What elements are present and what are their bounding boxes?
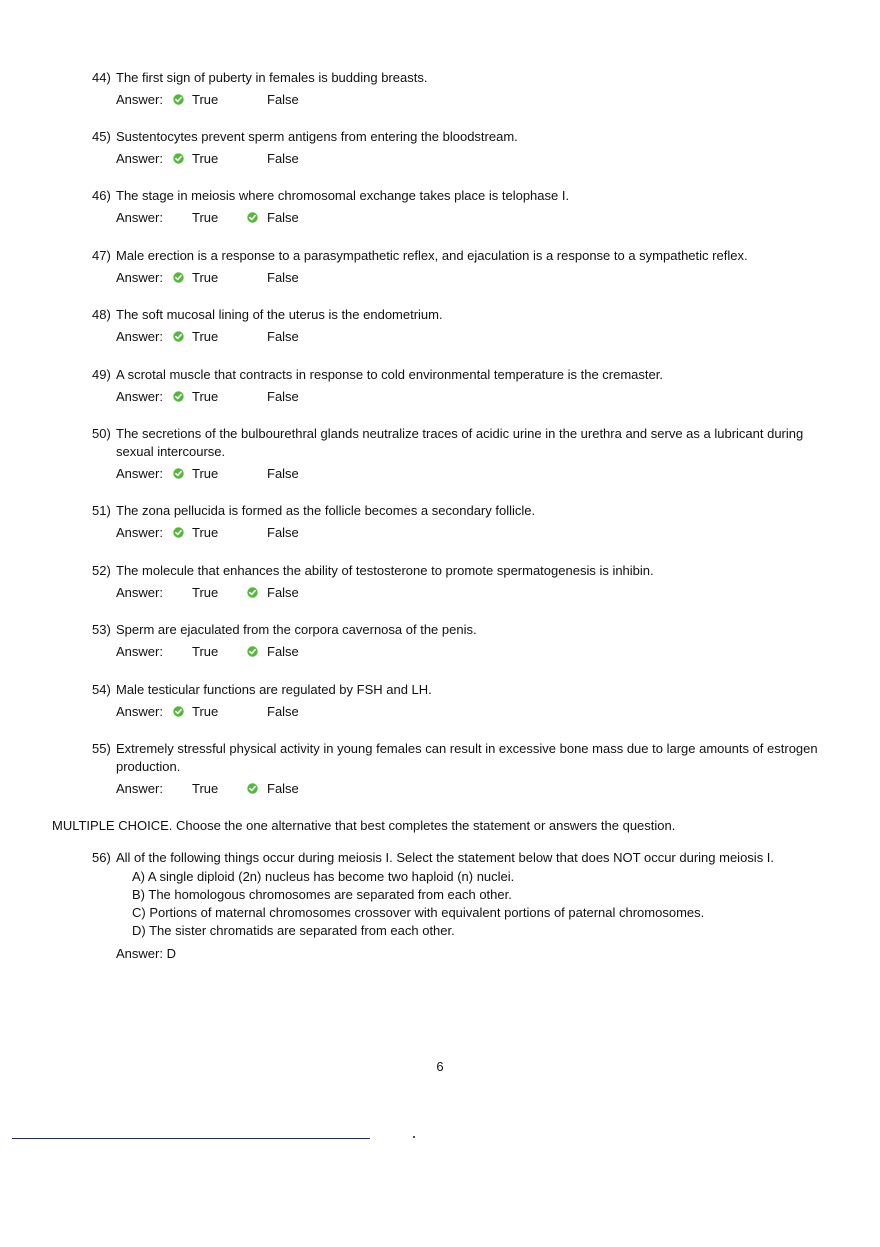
option-false: False xyxy=(267,644,299,659)
choice-b: B) The homologous chromosomes are separated from each other. xyxy=(132,887,512,902)
footer-rule xyxy=(12,1138,370,1139)
question-item xyxy=(92,740,822,798)
question-text: Male erection is a response to a parasympathetic reflex, and ejaculation is a response to a sympathetic reflex. xyxy=(116,248,748,263)
question-text: The soft mucosal lining of the uterus is the endometrium. xyxy=(116,307,443,322)
question-number: 46) xyxy=(92,188,111,203)
question-text: The secretions of the bulbourethral glands neutralize traces of acidic urine in the urethra and serve as a lubricant during sexual intercourse. xyxy=(116,426,804,459)
check-icon xyxy=(173,391,184,402)
check-icon xyxy=(173,468,184,479)
answer-row xyxy=(116,388,822,406)
question-item xyxy=(92,425,822,483)
answer-label: Answer: xyxy=(116,466,163,481)
answer-label: Answer: xyxy=(116,151,163,166)
answer-row xyxy=(116,524,822,542)
page-number: 6 xyxy=(436,1059,444,1074)
question-number: 52) xyxy=(92,563,111,578)
check-icon xyxy=(173,272,184,283)
question-text: Male testicular functions are regulated by FSH and LH. xyxy=(116,682,432,697)
answer-row xyxy=(116,328,822,346)
check-icon xyxy=(173,331,184,342)
option-false: False xyxy=(267,151,299,166)
question-number: 48) xyxy=(92,307,111,322)
option-true: True xyxy=(192,525,219,540)
question-number: 51) xyxy=(92,503,111,518)
question-text: The molecule that enhances the ability of testosterone to promote spermatogenesis is inhibin. xyxy=(116,563,654,578)
option-true: True xyxy=(192,270,219,285)
answer-label: Answer: xyxy=(116,781,163,796)
answer-row xyxy=(116,780,822,798)
answer-label: Answer: xyxy=(116,270,163,285)
option-true: True xyxy=(192,781,219,796)
option-true: True xyxy=(192,389,219,404)
option-true: True xyxy=(192,329,219,344)
question-text: The first sign of puberty in females is budding breasts. xyxy=(116,70,428,85)
question-text: A scrotal muscle that contracts in response to cold environmental temperature is the cremaster. xyxy=(116,367,663,382)
question-number: 44) xyxy=(92,70,111,85)
answer-label: Answer: xyxy=(116,210,163,225)
option-true: True xyxy=(192,92,219,107)
answer-row xyxy=(116,269,822,287)
question-item xyxy=(92,128,822,168)
answer-row xyxy=(116,150,822,168)
question-item xyxy=(92,306,822,346)
answer-row xyxy=(116,643,822,661)
option-false: False xyxy=(267,585,299,600)
choice-c: C) Portions of maternal chromosomes crossover with equivalent portions of paternal chromosomes. xyxy=(132,905,705,920)
check-icon xyxy=(173,527,184,538)
question-item xyxy=(92,681,822,721)
answer-label: Answer: xyxy=(116,329,163,344)
question-item xyxy=(92,366,822,406)
answer-row xyxy=(116,209,822,227)
section-heading: MULTIPLE CHOICE. Choose the one alternative that best completes the statement or answers the question. xyxy=(52,818,676,833)
question-item xyxy=(92,562,822,602)
question-text: Sustentocytes prevent sperm antigens from entering the bloodstream. xyxy=(116,129,518,144)
footer-dot xyxy=(413,1136,415,1138)
question-number: 53) xyxy=(92,622,111,637)
question-number: 55) xyxy=(92,741,111,756)
question-item xyxy=(92,502,822,542)
mc-question-item xyxy=(92,849,822,963)
option-true: True xyxy=(192,466,219,481)
option-true: True xyxy=(192,704,219,719)
question-item xyxy=(92,69,822,109)
check-icon xyxy=(247,587,258,598)
answer-label: Answer: xyxy=(116,585,163,600)
question-number: 50) xyxy=(92,426,111,441)
answer-label: Answer: xyxy=(116,644,163,659)
answer-row xyxy=(116,91,822,109)
check-icon xyxy=(173,706,184,717)
question-item xyxy=(92,187,822,227)
choice-list xyxy=(132,868,822,940)
check-icon xyxy=(247,783,258,794)
answer-label: Answer: xyxy=(116,92,163,107)
answer-label: Answer: xyxy=(116,389,163,404)
question-number: 47) xyxy=(92,248,111,263)
answer-row xyxy=(116,465,822,483)
option-false: False xyxy=(267,210,299,225)
choice-a: A) A single diploid (2n) nucleus has become two haploid (n) nuclei. xyxy=(132,869,515,884)
question-text: The zona pellucida is formed as the follicle becomes a secondary follicle. xyxy=(116,503,536,518)
question-item xyxy=(92,247,822,287)
answer-row xyxy=(116,584,822,602)
question-text: Extremely stressful physical activity in young females can result in excessive bone mass due to large amounts of estrogen production. xyxy=(116,741,818,774)
question-item xyxy=(92,621,822,661)
question-text: All of the following things occur during meiosis I. Select the statement below that does NOT occur during meiosis I. xyxy=(116,850,775,865)
option-false: False xyxy=(267,525,299,540)
option-true: True xyxy=(192,585,219,600)
answer-row xyxy=(116,703,822,721)
option-true: True xyxy=(192,151,219,166)
option-false: False xyxy=(267,466,299,481)
option-false: False xyxy=(267,704,299,719)
question-number: 49) xyxy=(92,367,111,382)
option-false: False xyxy=(267,270,299,285)
question-number: 56) xyxy=(92,850,111,865)
mc-answer: Answer: D xyxy=(116,946,176,961)
check-icon xyxy=(247,646,258,657)
check-icon xyxy=(173,94,184,105)
option-false: False xyxy=(267,329,299,344)
question-text: The stage in meiosis where chromosomal exchange takes place is telophase I. xyxy=(116,188,570,203)
answer-label: Answer: xyxy=(116,525,163,540)
answer-label: Answer: xyxy=(116,704,163,719)
option-false: False xyxy=(267,781,299,796)
option-true: True xyxy=(192,644,219,659)
option-false: False xyxy=(267,389,299,404)
option-true: True xyxy=(192,210,219,225)
option-false: False xyxy=(267,92,299,107)
check-icon xyxy=(173,153,184,164)
question-text: Sperm are ejaculated from the corpora cavernosa of the penis. xyxy=(116,622,477,637)
choice-d: D) The sister chromatids are separated from each other. xyxy=(132,923,455,938)
question-number: 54) xyxy=(92,682,111,697)
question-number: 45) xyxy=(92,129,111,144)
check-icon xyxy=(247,212,258,223)
